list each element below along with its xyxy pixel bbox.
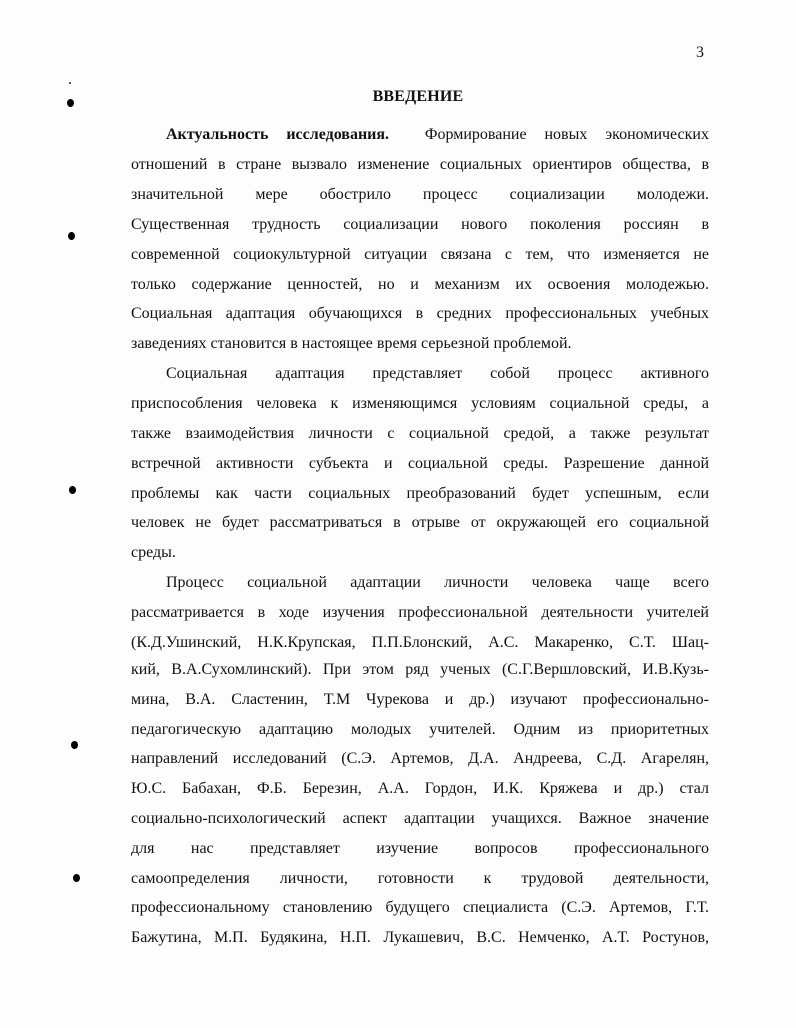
scan-speck: [69, 82, 71, 84]
paragraph-line: Ю.С. Бабахан, Ф.Б. Березин, А.А. Гордон, И.К. Кряжева и др.) стал: [131, 780, 709, 797]
paragraph-line: Бажутина, М.П. Будякина, Н.П. Лукашевич, В.С. Немченко, А.Т. Ростунов,: [131, 929, 709, 946]
paragraph-line: Существенная трудность социализации нового поколения россиян в: [131, 216, 709, 233]
paragraph-line: человек не будет рассматриваться в отрыве от окружающей его социальной: [131, 514, 709, 531]
binding-hole-mark: [69, 486, 76, 494]
paragraph-line: рассматривается в ходе изучения профессиональной деятельности учителей: [131, 604, 709, 621]
paragraph-line: Социальная адаптация представляет собой процесс активного: [166, 365, 709, 382]
paragraph-line: мина, В.А. Сластенин, Т.М Чурекова и др.) изучают профессионально-: [131, 691, 709, 708]
binding-hole-mark: [71, 741, 78, 749]
paragraph-line: самоопределения личности, готовности к трудовой деятельности,: [131, 870, 709, 887]
paragraph-line: приспособления человека к изменяющимся условиям социальной среды, а: [131, 395, 709, 412]
paragraph-line: встречной активности субъекта и социальной среды. Разрешение данной: [131, 455, 709, 472]
paragraph-line: также взаимодействия личности с социальной средой, а также результат: [131, 425, 709, 442]
paragraph-line: [166, 125, 709, 145]
paragraph-line: Социальная адаптация обучающихся в средних профессиональных учебных: [131, 305, 709, 322]
paragraph-line: социально-психологический аспект адаптации учащихся. Важное значение: [131, 810, 709, 827]
paragraph-line: педагогическую адаптацию молодых учителей. Одним из приоритетных: [131, 721, 709, 738]
paragraph-line: профессиональному становлению будущего специалиста (С.Э. Артемов, Г.Т.: [131, 899, 709, 916]
binding-hole-mark: [73, 874, 80, 882]
section-title: ВВЕДЕНИЕ: [372, 88, 464, 105]
paragraph-line: кий, В.А.Сухомлинский). При этом ряд ученых (С.Г.Вершловский, И.В.Кузь-: [131, 661, 709, 678]
paragraph-line: отношений в стране вызвало изменение социальных ориентиров общества, в: [131, 156, 709, 173]
paragraph-line: (К.Д.Ушинский, Н.К.Крупская, П.П.Блонский, А.С. Макаренко, С.Т. Шац-: [131, 634, 709, 651]
page-number: 3: [696, 44, 704, 61]
binding-hole-mark: [68, 232, 75, 240]
paragraph-line: направлений исследований (С.Э. Артемов, Д.А. Андреева, С.Д. Агарелян,: [131, 750, 709, 767]
paragraph-line: Процесс социальной адаптации личности человека чаще всего: [166, 574, 709, 591]
lead-phrase: Актуальность исследования.: [166, 126, 390, 143]
paragraph-text: Формирование новых экономических: [424, 126, 709, 143]
paragraph-line: проблемы как части социальных преобразований будет успешным, если: [131, 485, 709, 502]
paragraph-line: современной социокультурной ситуации связана с тем, что изменяется не: [131, 246, 709, 263]
paragraph-line: заведениях становится в настоящее время серьезной проблемой.: [131, 335, 572, 352]
paragraph-line: для нас представляет изучение вопросов профессионального: [131, 840, 709, 857]
paragraph-line: значительной мере обострило процесс социализации молодежи.: [131, 186, 709, 203]
paragraph-line: среды.: [131, 544, 176, 561]
paragraph-line: только содержание ценностей, но и механизм их освоения молодежью.: [131, 276, 709, 293]
